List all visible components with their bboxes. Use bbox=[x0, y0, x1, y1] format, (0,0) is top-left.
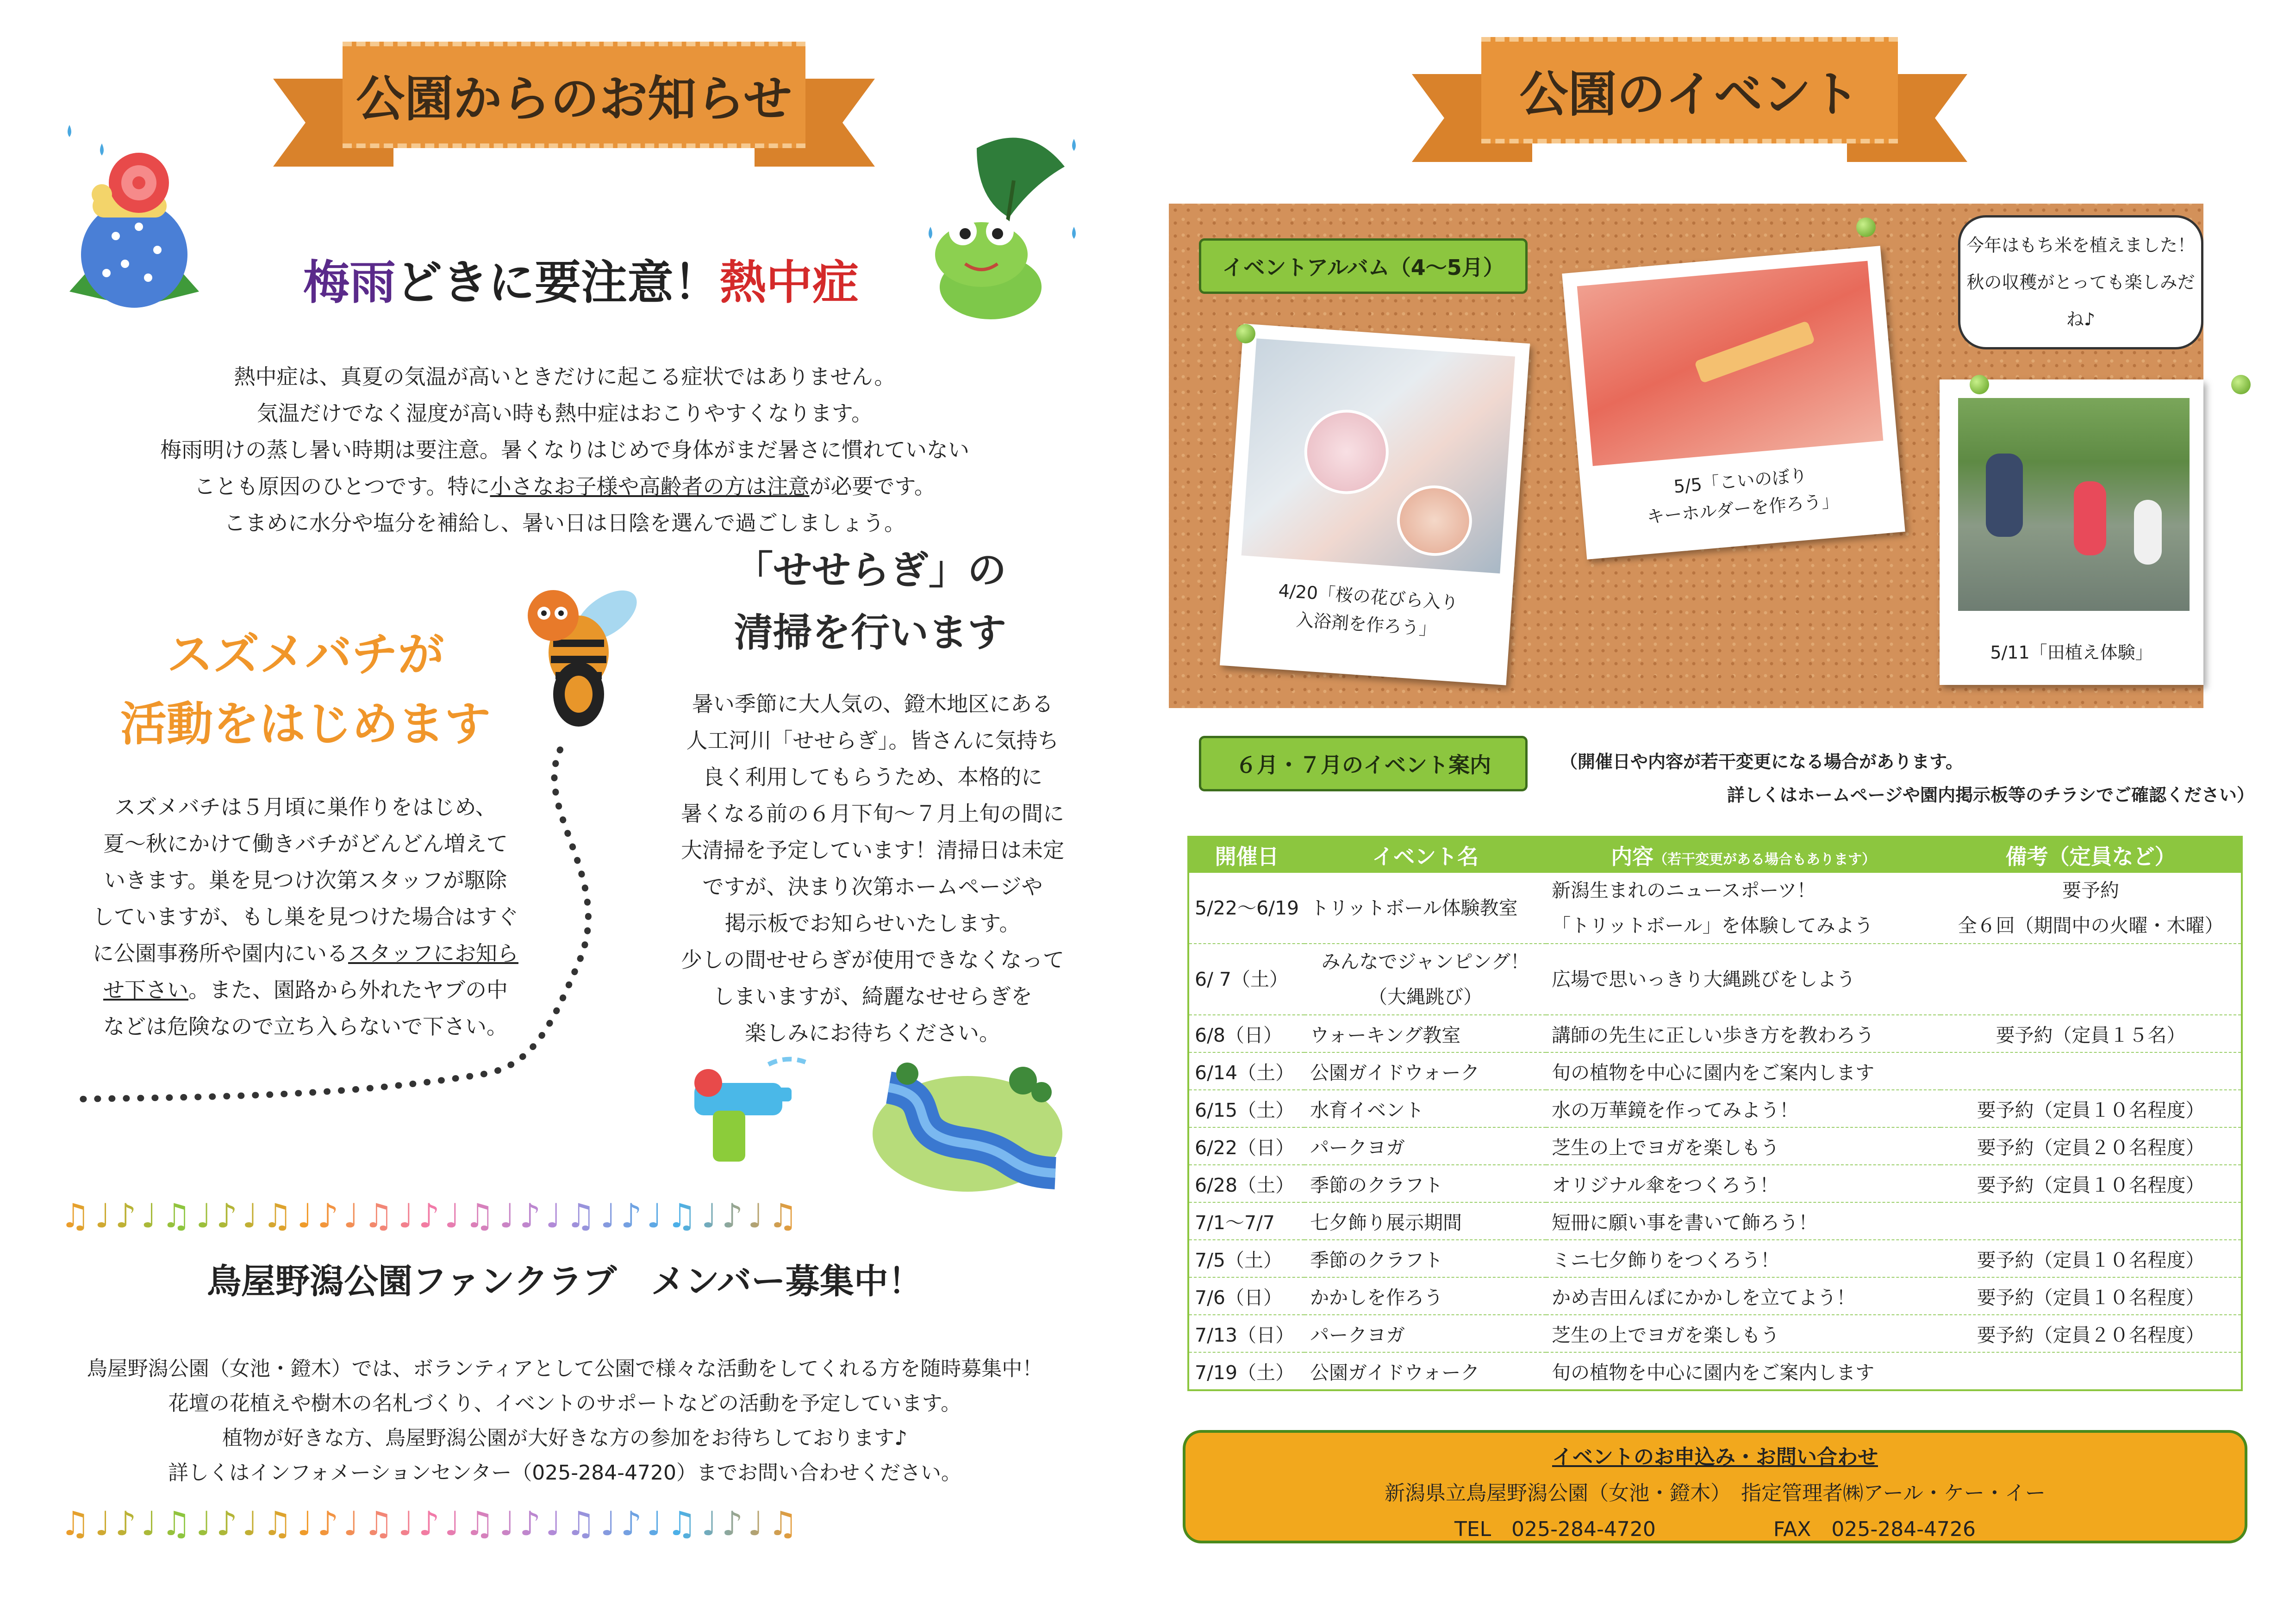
pin-icon bbox=[1970, 375, 1989, 394]
notice-ribbon-title: 公園からのお知らせ bbox=[356, 70, 792, 127]
table-row bbox=[1188, 1127, 2242, 1165]
cell-date: 7/19（土） bbox=[1188, 1352, 1304, 1390]
fanclub-line: 植物が好きな方、鳥屋野潟公園が大好きな方の参加をお待ちしております♪ bbox=[222, 1426, 908, 1450]
seseragi-line: 人工河川「せせらぎ」。皆さんに気持ち bbox=[686, 728, 1059, 753]
cell-date: 6/ 7（土） bbox=[1188, 944, 1304, 1015]
hornet-title-line: 活動をはじめます bbox=[120, 697, 491, 751]
seseragi-body bbox=[630, 686, 1116, 1051]
hornet-line: していますが、もし巣を見つけた場合はすぐ bbox=[93, 904, 518, 929]
notice-ribbon bbox=[343, 42, 805, 157]
event-table-header bbox=[1188, 837, 2242, 873]
bubble-line: 今年はもち米を植えました！ bbox=[1966, 235, 2195, 255]
contact-title: イベントのお申込み・お問い合わせ bbox=[1552, 1445, 1878, 1469]
hornet-line6-post: 。また、園路から外れたヤブの中 bbox=[188, 977, 508, 1002]
photo-koinobori-caption bbox=[1580, 453, 1903, 536]
fanclub-body bbox=[65, 1351, 1065, 1490]
hornet-line: いきます。巣を見つけ次第スタッフが駆除 bbox=[104, 868, 507, 893]
cell-event-line: みんなでジャンピング！ bbox=[1321, 951, 1529, 973]
table-row bbox=[1188, 1240, 2242, 1277]
cell-date: 7/6（日） bbox=[1188, 1277, 1304, 1315]
hornet-line5-pre: に公園事務所や園内にいる bbox=[93, 941, 348, 966]
cell-remarks: 要予約（定員１０名程度） bbox=[1940, 1240, 2242, 1277]
cell-content: 芝生の上でヨガを楽しもう bbox=[1546, 1127, 1940, 1165]
photo-card-koinobori bbox=[1562, 246, 1905, 560]
cell-event: 水育イベント bbox=[1304, 1090, 1546, 1127]
photo-bath-salt-caption bbox=[1223, 573, 1513, 648]
heatstroke-line4-pre: ことも原因のひとつです。特に bbox=[194, 474, 490, 499]
heatstroke-title-rainy: 梅雨 bbox=[303, 255, 396, 310]
heatstroke-line: こまめに水分や塩分を補給し、暑い日は日陰を選んで過ごしましょう。 bbox=[224, 510, 905, 535]
cell-content: かめ吉田んぼにかかしを立てよう！ bbox=[1546, 1277, 1940, 1315]
heatstroke-line: 熱中症は、真夏の気温が高いときだけに起こる症状ではありません。 bbox=[234, 364, 896, 389]
cell-date: 7/13（日） bbox=[1188, 1315, 1304, 1352]
event-ribbon-title: 公園のイベント bbox=[1519, 66, 1860, 123]
table-row bbox=[1188, 1090, 2242, 1127]
cell-remarks: 要予約（定員１０名程度） bbox=[1940, 1165, 2242, 1202]
cell-content-line: 「トリットボール」を体験してみよう bbox=[1552, 914, 1873, 937]
heatstroke-title bbox=[176, 245, 986, 312]
fanclub-line: 鳥屋野潟公園（女池・鐙木）では、ボランティアとして公園で様々な活動をしてくれる方を随時募集中！ bbox=[87, 1357, 1043, 1380]
cell-remarks bbox=[1940, 944, 2242, 1015]
seseragi-line: 掲示板でお知らせいたします。 bbox=[724, 911, 1021, 936]
cell-remarks: 要予約（定員１０名程度） bbox=[1940, 1090, 2242, 1127]
cell-event: ウォーキング教室 bbox=[1304, 1015, 1546, 1052]
bubble-line: 秋の収穫がとっても楽しみだね♪ bbox=[1966, 272, 2195, 330]
table-row bbox=[1188, 1352, 2242, 1390]
cell-event-line: （大縄跳び） bbox=[1368, 986, 1483, 1008]
cell-remarks-line: 要予約 bbox=[2062, 879, 2120, 902]
cell-content: 短冊に願い事を書いて飾ろう！ bbox=[1546, 1202, 1940, 1240]
header-content-note: （若干変更がある場合もあります） bbox=[1653, 852, 1876, 868]
cell-event: トリットボール体験教室 bbox=[1304, 873, 1546, 944]
cell-remarks bbox=[1940, 1202, 2242, 1240]
heatstroke-line4-post: が必要です。 bbox=[809, 474, 936, 499]
table-row bbox=[1188, 1315, 2242, 1352]
seseragi-line: 良く利用してもらうため、本格的に bbox=[702, 765, 1043, 790]
header-remarks: 備考（定員など） bbox=[1940, 837, 2242, 873]
table-row bbox=[1188, 873, 2242, 944]
cell-remarks bbox=[1940, 1352, 2242, 1390]
seseragi-title bbox=[662, 539, 1079, 664]
album-label: イベントアルバム（4～5月） bbox=[1199, 238, 1528, 294]
heatstroke-line bbox=[79, 468, 1051, 505]
table-row bbox=[1188, 1052, 2242, 1090]
caption-line: キーホルダーを作ろう」 bbox=[1646, 490, 1840, 528]
heatstroke-line: 梅雨明けの蒸し暑い時期は要注意。暑くなりはじめで身体がまだ暑さに慣れていない bbox=[160, 437, 969, 462]
cell-remarks: 要予約（定員１０名程度） bbox=[1940, 1277, 2242, 1315]
pin-icon bbox=[2231, 375, 2251, 394]
photo-koinobori bbox=[1577, 261, 1884, 466]
cell-remarks bbox=[1940, 1052, 2242, 1090]
cell-content: 旬の植物を中心に園内をご案内します bbox=[1546, 1052, 1940, 1090]
heatstroke-title-mid: どきに要注意！ bbox=[396, 255, 720, 310]
cell-remarks bbox=[1940, 873, 2242, 944]
hornet-title bbox=[51, 620, 560, 759]
cell-event: 季節のクラフト bbox=[1304, 1165, 1546, 1202]
seseragi-line: 大清掃を予定しています！清掃日は未定 bbox=[681, 838, 1064, 863]
cell-event: 七夕飾り展示期間 bbox=[1304, 1202, 1546, 1240]
seseragi-line: しまいますが、綺麗なせせらぎを bbox=[713, 984, 1032, 1009]
photo-card-rice-planting bbox=[1940, 379, 2203, 685]
cell-date: 7/1～7/7 bbox=[1188, 1202, 1304, 1240]
cell-date: 7/5（土） bbox=[1188, 1240, 1304, 1277]
hornet-line: 夏～秋にかけて働きバチがどんどん増えて bbox=[103, 831, 508, 856]
heatstroke-body bbox=[79, 359, 1051, 541]
cell-content: 水の万華鏡を作ってみよう！ bbox=[1546, 1090, 1940, 1127]
cell-event: かかしを作ろう bbox=[1304, 1277, 1546, 1315]
photo-rice-planting bbox=[1958, 398, 2190, 611]
music-notes-top bbox=[60, 1196, 1079, 1235]
cell-remarks: 要予約（定員２０名程度） bbox=[1940, 1315, 2242, 1352]
header-event: イベント名 bbox=[1304, 837, 1546, 873]
cell-content: オリジナル傘をつくろう！ bbox=[1546, 1165, 1940, 1202]
hornet-icon bbox=[509, 583, 648, 736]
fanclub-title: 鳥屋野潟公園ファンクラブ メンバー募集中！ bbox=[207, 1262, 923, 1301]
hornet-title-line: スズメバチが bbox=[167, 628, 444, 682]
hornet-line: などは危険なので立ち入らないで下さい。 bbox=[103, 1014, 508, 1039]
seseragi-title-line: 「せせらぎ」の bbox=[734, 547, 1006, 593]
table-row bbox=[1188, 1277, 2242, 1315]
seseragi-title-line: 清掃を行います bbox=[734, 610, 1006, 655]
event-table bbox=[1187, 836, 2243, 1391]
schedule-note-line: （開催日や内容が若干変更になる場合があります。 bbox=[1560, 752, 1963, 772]
cell-content: 講師の先生に正しい歩き方を教わろう bbox=[1546, 1015, 1940, 1052]
contact-box bbox=[1183, 1430, 2247, 1543]
schedule-note-line: 詳しくはホームページや園内掲示板等のチラシでご確認ください） bbox=[1727, 785, 2254, 805]
caption-line: 入浴剤を作ろう」 bbox=[1295, 609, 1438, 640]
heatstroke-line4-underline: 小さなお子様や高齢者の方は注意 bbox=[490, 474, 810, 499]
cell-date: 5/22～6/19 bbox=[1188, 873, 1304, 944]
cell-remarks: 要予約（定員２０名程度） bbox=[1940, 1127, 2242, 1165]
event-ribbon bbox=[1481, 37, 1898, 153]
schedule-note bbox=[1560, 745, 2254, 812]
fanclub-line: 詳しくはインフォメーションセンター（025-284-4720）までお問い合わせください。 bbox=[168, 1461, 961, 1485]
dotted-flight-path bbox=[69, 740, 625, 1111]
heatstroke-line: 気温だけでなく湿度が高い時も熱中症はおこりやすくなります。 bbox=[256, 401, 873, 426]
contact-org: 新潟県立鳥屋野潟公園（女池・鐙木） 指定管理者㈱アール・ケー・イー bbox=[1385, 1481, 2046, 1505]
photo-rice-planting-caption: 5/11「田植え体験」 bbox=[1990, 642, 2153, 663]
cell-date: 6/15（土） bbox=[1188, 1090, 1304, 1127]
cell-content: ミニ七夕飾りをつくろう！ bbox=[1546, 1240, 1940, 1277]
header-date: 開催日 bbox=[1188, 837, 1304, 873]
cell-content: 芝生の上でヨガを楽しもう bbox=[1546, 1315, 1940, 1352]
table-row bbox=[1188, 1015, 2242, 1052]
photo-card-bath-salt bbox=[1220, 323, 1530, 685]
seseragi-line: 暑くなる前の６月下旬～７月上旬の間に bbox=[681, 801, 1064, 826]
hornet-line6-underline: せ下さい bbox=[103, 977, 188, 1002]
water-gun-icon bbox=[685, 1051, 815, 1171]
cell-content: 旬の植物を中心に園内をご案内します bbox=[1546, 1352, 1940, 1390]
cell-event: 季節のクラフト bbox=[1304, 1240, 1546, 1277]
fanclub-line: 花壇の花植えや樹木の名札づくり、イベントのサポートなどの活動を予定しています。 bbox=[168, 1392, 961, 1415]
cell-date: 6/14（土） bbox=[1188, 1052, 1304, 1090]
cell-event: 公園ガイドウォーク bbox=[1304, 1052, 1546, 1090]
cell-remarks-line: 全６回（期間中の火曜・木曜） bbox=[1958, 914, 2224, 937]
contact-phone-row bbox=[1185, 1512, 2245, 1542]
header-content-label: 内容 bbox=[1611, 844, 1654, 869]
pin-icon bbox=[1236, 324, 1255, 343]
cell-event bbox=[1304, 944, 1546, 1015]
schedule-label: ６月・７月のイベント案内 bbox=[1199, 736, 1528, 791]
pin-icon bbox=[1856, 218, 1876, 237]
cell-content: 広場で思いっきり大縄跳びをしよう bbox=[1546, 944, 1940, 1015]
photo-bath-salt bbox=[1242, 338, 1515, 573]
hornet-line5-underline: スタッフにお知ら bbox=[348, 941, 518, 966]
cell-date: 6/22（日） bbox=[1188, 1127, 1304, 1165]
seseragi-line: 楽しみにお待ちください。 bbox=[745, 1020, 1000, 1045]
contact-tel: TEL 025-284-4720 bbox=[1454, 1517, 1656, 1541]
cell-remarks: 要予約（定員１５名） bbox=[1940, 1015, 2242, 1052]
cell-date: 6/28（土） bbox=[1188, 1165, 1304, 1202]
cell-content bbox=[1546, 873, 1940, 944]
music-notes-text: ♫♩♪♩♫♩♪♩♫♩♪♩♫♩♪♩♫♩♪♩♫♩♪♩♫♩♪♩♫ bbox=[60, 1196, 803, 1235]
cell-event: パークヨガ bbox=[1304, 1315, 1546, 1352]
heatstroke-title-heat: 熱中症 bbox=[720, 255, 859, 310]
cell-date: 6/8（日） bbox=[1188, 1015, 1304, 1052]
music-notes-text: ♫♩♪♩♫♩♪♩♫♩♪♩♫♩♪♩♫♩♪♩♫♩♪♩♫♩♪♩♫ bbox=[60, 1504, 803, 1543]
cell-content-line: 新潟生まれのニュースポーツ！ bbox=[1552, 879, 1816, 902]
contact-fax: FAX 025-284-4726 bbox=[1773, 1517, 1976, 1541]
table-row bbox=[1188, 944, 2242, 1015]
speech-bubble bbox=[1958, 215, 2203, 349]
hornet-line: スズメバチは５月頃に巣作りをはじめ、 bbox=[114, 795, 497, 820]
music-notes-bottom bbox=[60, 1504, 1079, 1543]
seseragi-line: 少しの間せせらぎが使用できなくなって bbox=[681, 947, 1064, 972]
table-row bbox=[1188, 1165, 2242, 1202]
river-illustration bbox=[870, 1055, 1065, 1194]
table-row bbox=[1188, 1202, 2242, 1240]
seseragi-line: 暑い季節に大人気の、鐙木地区にある bbox=[692, 691, 1054, 716]
cell-event: 公園ガイドウォーク bbox=[1304, 1352, 1546, 1390]
seseragi-line: ですが、決まり次第ホームページや bbox=[702, 874, 1043, 899]
caption-line: 4/20「桜の花びら入り bbox=[1278, 580, 1459, 614]
header-content bbox=[1546, 837, 1940, 873]
cell-event: パークヨガ bbox=[1304, 1127, 1546, 1165]
caption-line: 5/5「こいのぼり bbox=[1672, 465, 1808, 497]
